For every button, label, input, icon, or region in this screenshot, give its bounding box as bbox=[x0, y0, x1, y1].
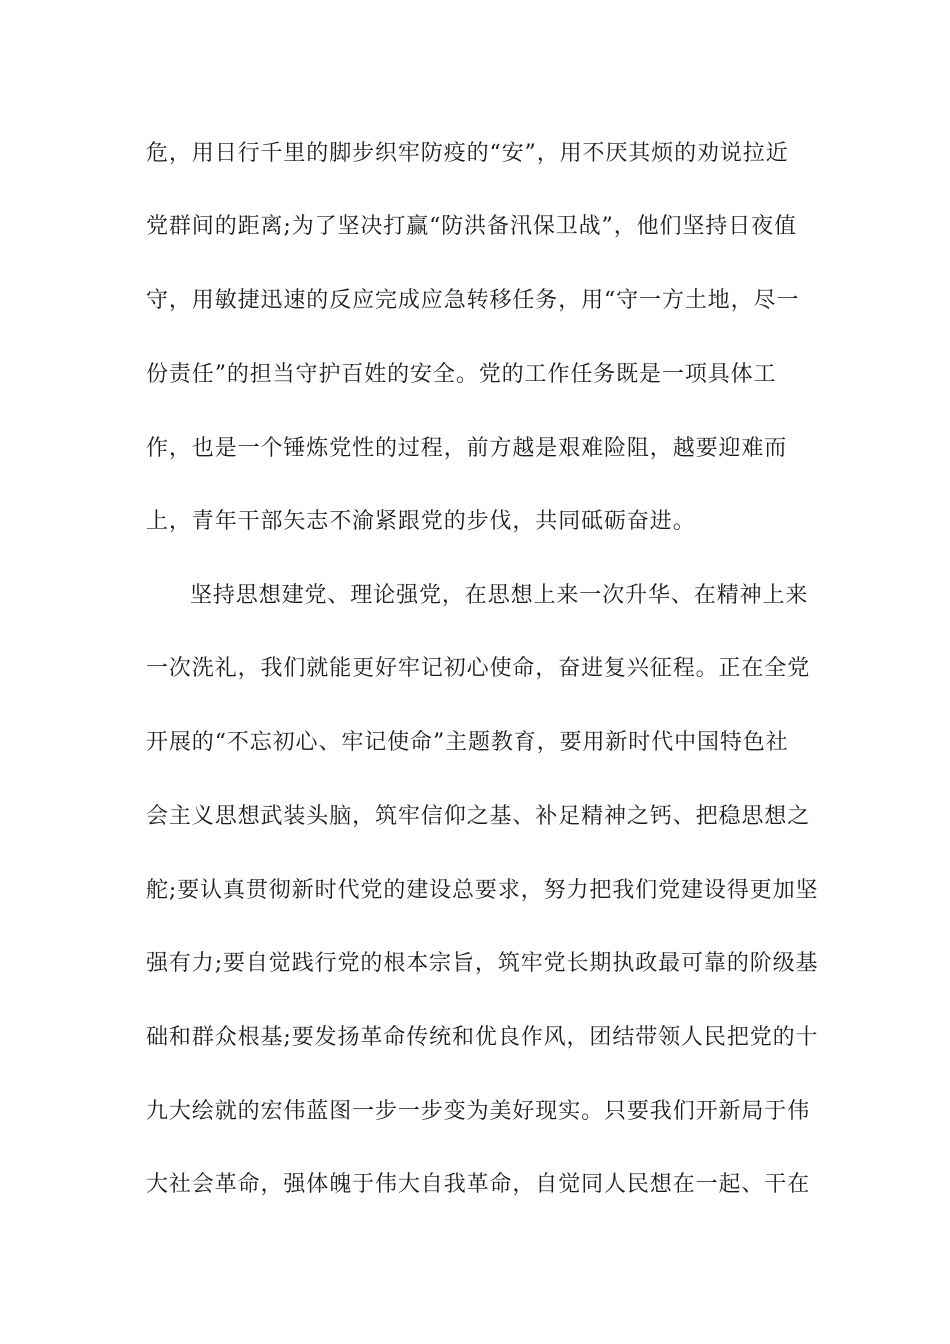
paragraph-1-line-5: 作，也是一个锤炼党性的过程，前方越是艰难险阻，越要迎难而 bbox=[146, 436, 788, 461]
paragraph-2-line-9: 大社会革命，强体魄于伟大自我革命，自觉同人民想在一起、干在 bbox=[146, 1172, 811, 1197]
paragraph-2-line-7: 础和群众根基;要发扬革命传统和优良作风，团结带领人民把党的十 bbox=[146, 1025, 819, 1050]
paragraph-1-line-4: 份责任”的担当守护百姓的安全。党的工作任务既是一项具体工 bbox=[146, 362, 777, 387]
paragraph-2-line-4: 会主义思想武装头脑，筑牢信仰之基、补足精神之钙、把稳思想之 bbox=[146, 804, 811, 829]
paragraph-1-line-2: 党群间的距离;为了坚决打赢“防洪备汛保卫战”，他们坚持日夜值 bbox=[146, 214, 797, 239]
paragraph-2-line-2: 一次洗礼，我们就能更好牢记初心使命，奋进复兴征程。正在全党 bbox=[146, 656, 811, 681]
paragraph-2-line-8: 九大绘就的宏伟蓝图一步一步变为美好现实。只要我们开新局于伟 bbox=[146, 1099, 811, 1124]
paragraph-1-line-1: 危，用日行千里的脚步织牢防疫的“安”，用不厌其烦的劝说拉近 bbox=[146, 141, 789, 166]
paragraph-2-line-5: 舵;要认真贯彻新时代党的建设总要求，努力把我们党建设得更加坚 bbox=[146, 878, 819, 903]
paragraph-1-line-3: 守，用敏捷迅速的反应完成应急转移任务，用“守一方土地，尽一 bbox=[146, 288, 800, 313]
paragraph-2-line-3: 开展的“不忘初心、牢记使命”主题教育，要用新时代中国特色社 bbox=[146, 730, 789, 755]
paragraph-2-line-1: 坚持思想建党、理论强党，在思想上来一次升华、在精神上来 bbox=[190, 583, 809, 608]
paragraph-1-line-6: 上，青年干部矢志不渝紧跟党的步伐，共同砥砺奋进。 bbox=[146, 509, 696, 534]
paragraph-2-line-6: 强有力;要自觉践行党的根本宗旨，筑牢党长期执政最可靠的阶级基 bbox=[146, 951, 819, 976]
